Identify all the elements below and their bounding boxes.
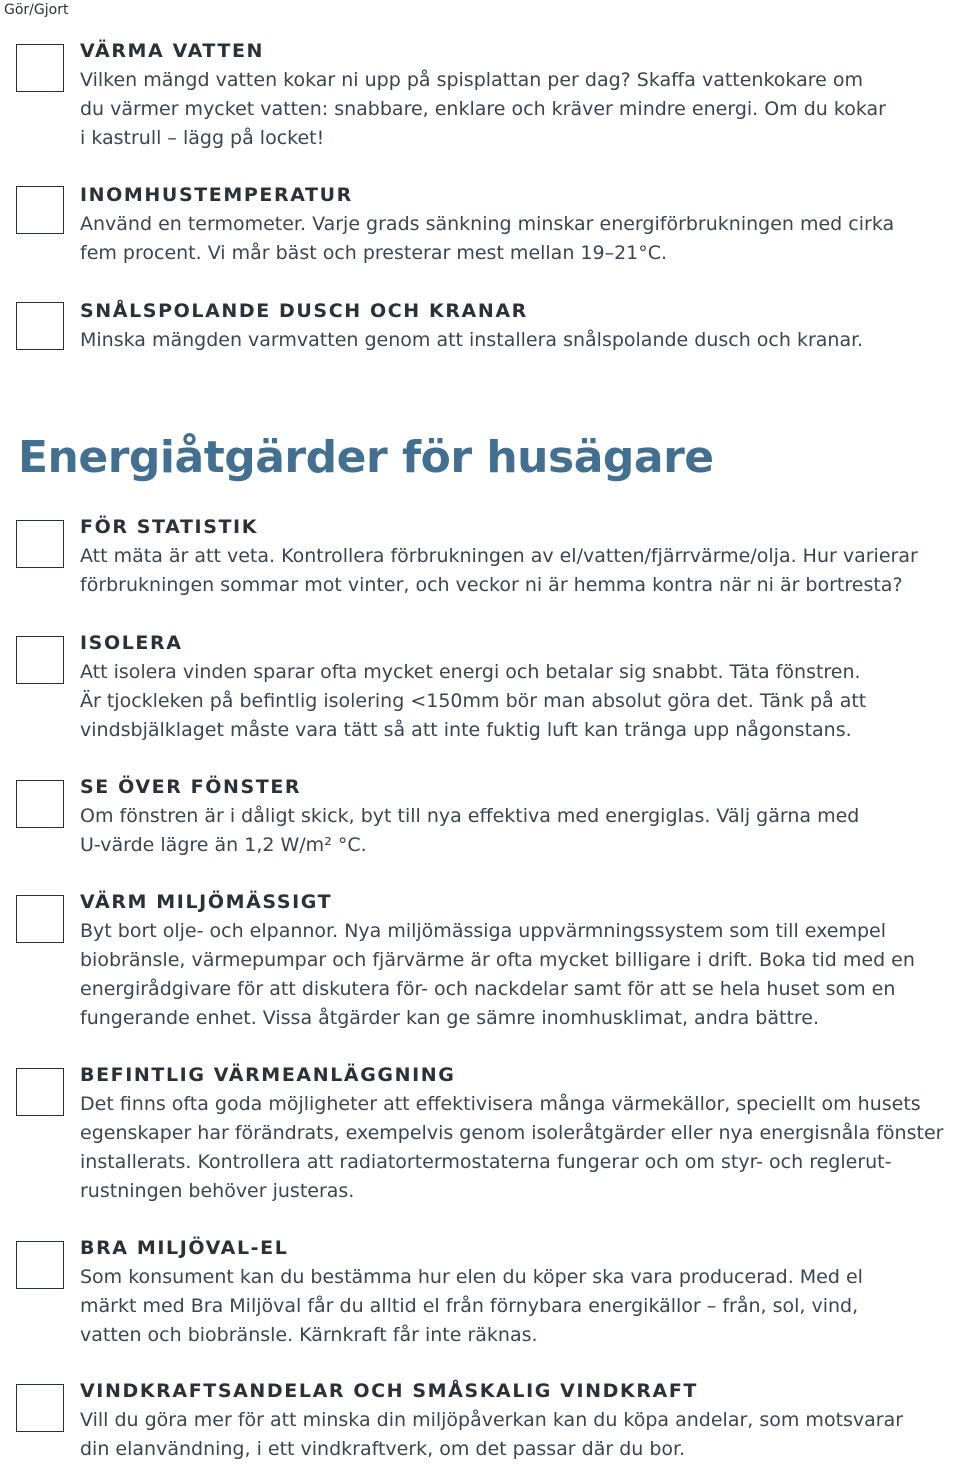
item-description [80,1406,903,1464]
checklist-item-isolera [0,630,960,750]
item-description [80,658,866,745]
checkbox[interactable] [16,780,64,828]
item-description [80,1090,943,1206]
checkbox[interactable] [16,895,64,943]
item-description [80,326,863,355]
checklist-item-for-statistik [0,514,960,604]
checklist-item-varma-vatten [0,38,960,148]
description-line: Att isolera vinden sparar ofta mycket energi och betalar sig snabbt. Täta fönstren. [80,661,861,683]
description-line: Om fönstren är i dåligt skick, byt till nya effektiva med energiglas. Välj gärna med [80,805,860,827]
item-heading: FÖR STATISTIK [80,516,259,538]
item-heading: ISOLERA [80,632,183,654]
description-line: installerats. Kontrollera att radiatortermostaterna fungerar och om styr- och reglerut- [80,1151,892,1173]
checkbox[interactable] [16,1384,64,1432]
item-heading: VÄRMA VATTEN [80,40,265,62]
item-description [80,66,886,153]
description-line: din elanvändning, i ett vindkraftverk, om det passar där du bor. [80,1438,686,1460]
description-line: Minska mängden varmvatten genom att installera snålspolande dusch och kranar. [80,329,864,351]
item-description [80,1263,863,1350]
checklist-item-inomhustemperatur [0,182,960,272]
description-line: Som konsument kan du bestämma hur elen du köper ska vara producerad. Med el [80,1266,863,1288]
checkbox[interactable] [16,44,64,92]
checkbox[interactable] [16,302,64,350]
description-line: Vill du göra mer för att minska din miljöpåverkan kan du köpa andelar, som motsvarar [80,1409,904,1431]
item-heading: BRA MILJÖVAL-EL [80,1237,289,1259]
description-line: Använd en termometer. Varje grads sänkning minskar energiförbrukningen med cirka [80,213,895,235]
checklist-item-vindkraftsandelar [0,1378,960,1466]
checkbox[interactable] [16,186,64,234]
description-line: du värmer mycket vatten: snabbare, enklare och kräver mindre energi. Om du kokar [80,98,886,120]
item-heading: SE ÖVER FÖNSTER [80,776,302,798]
checklist-item-snalspolande [0,298,960,358]
item-description [80,802,859,860]
description-line: Det finns ofta goda möjligheter att effektivisera många värmekällor, speciellt om husets [80,1093,921,1115]
description-line: U-värde lägre än 1,2 W/m² °C. [80,834,367,856]
checklist-item-varm-miljomassigt [0,889,960,1039]
item-heading: VÄRM MILJÖMÄSSIGT [80,891,333,913]
description-line: Byt bort olje- och elpannor. Nya miljömässiga uppvärmningssystem som till exempel [80,920,887,942]
item-heading: BEFINTLIG VÄRMEANLÄGGNING [80,1064,456,1086]
description-line: märkt med Bra Miljöval får du alltid el från förnybara energikällor – från, sol, vind, [80,1295,859,1317]
checkbox[interactable] [16,1241,64,1289]
section-title: Energiåtgärder för husägare [18,432,714,483]
item-description [80,542,918,600]
checkbox[interactable] [16,520,64,568]
description-line: vatten och biobränsle. Kärnkraft får inte räknas. [80,1324,538,1346]
description-line: Vilken mängd vatten kokar ni upp på spisplattan per dag? Skaffa vattenkokare om [80,69,863,91]
item-heading: SNÅLSPOLANDE DUSCH OCH KRANAR [80,300,528,322]
checkbox[interactable] [16,636,64,684]
description-line: energirådgivare för att diskutera för- och nackdelar samt för att se hela huset som en [80,978,896,1000]
item-heading: VINDKRAFTSANDELAR OCH SMÅSKALIG VINDKRAFT [80,1380,698,1402]
checkbox[interactable] [16,1068,64,1116]
checklist-item-befintlig-varmeanlaggning [0,1062,960,1212]
description-line: förbrukningen sommar mot vinter, och veckor ni är hemma kontra när ni är bortresta? [80,574,903,596]
description-line: Att mäta är att veta. Kontrollera förbrukningen av el/vatten/fjärrvärme/olja. Hur varierar [80,545,918,567]
description-line: biobränsle, värmepumpar och fjärvärme är ofta mycket billigare i drift. Boka tid med en [80,949,915,971]
description-line: i kastrull – lägg på locket! [80,127,325,149]
description-line: egenskaper har förändrats, exempelvis genom isoleråtgärder eller nya energisnåla fönster [80,1122,944,1144]
description-line: vindsbjälklaget måste vara tätt så att inte fuktig luft kan tränga upp någonstans. [80,719,852,741]
description-line: fungerande enhet. Vissa åtgärder kan ge sämre inomhusklimat, andra bättre. [80,1007,820,1029]
checklist-item-se-over-fonster [0,774,960,864]
column-label-gor-gjort: Gör/Gjort [4,2,69,18]
checklist-item-bra-miljoval-el [0,1235,960,1355]
description-line: fem procent. Vi mår bäst och presterar mest mellan 19–21°C. [80,242,668,264]
item-description [80,210,894,268]
item-heading: INOMHUSTEMPERATUR [80,184,353,206]
description-line: Är tjockleken på befintlig isolering <150mm bör man absolut göra det. Tänk på att [80,690,867,712]
item-description [80,917,915,1033]
description-line: rustningen behöver justeras. [80,1180,355,1202]
